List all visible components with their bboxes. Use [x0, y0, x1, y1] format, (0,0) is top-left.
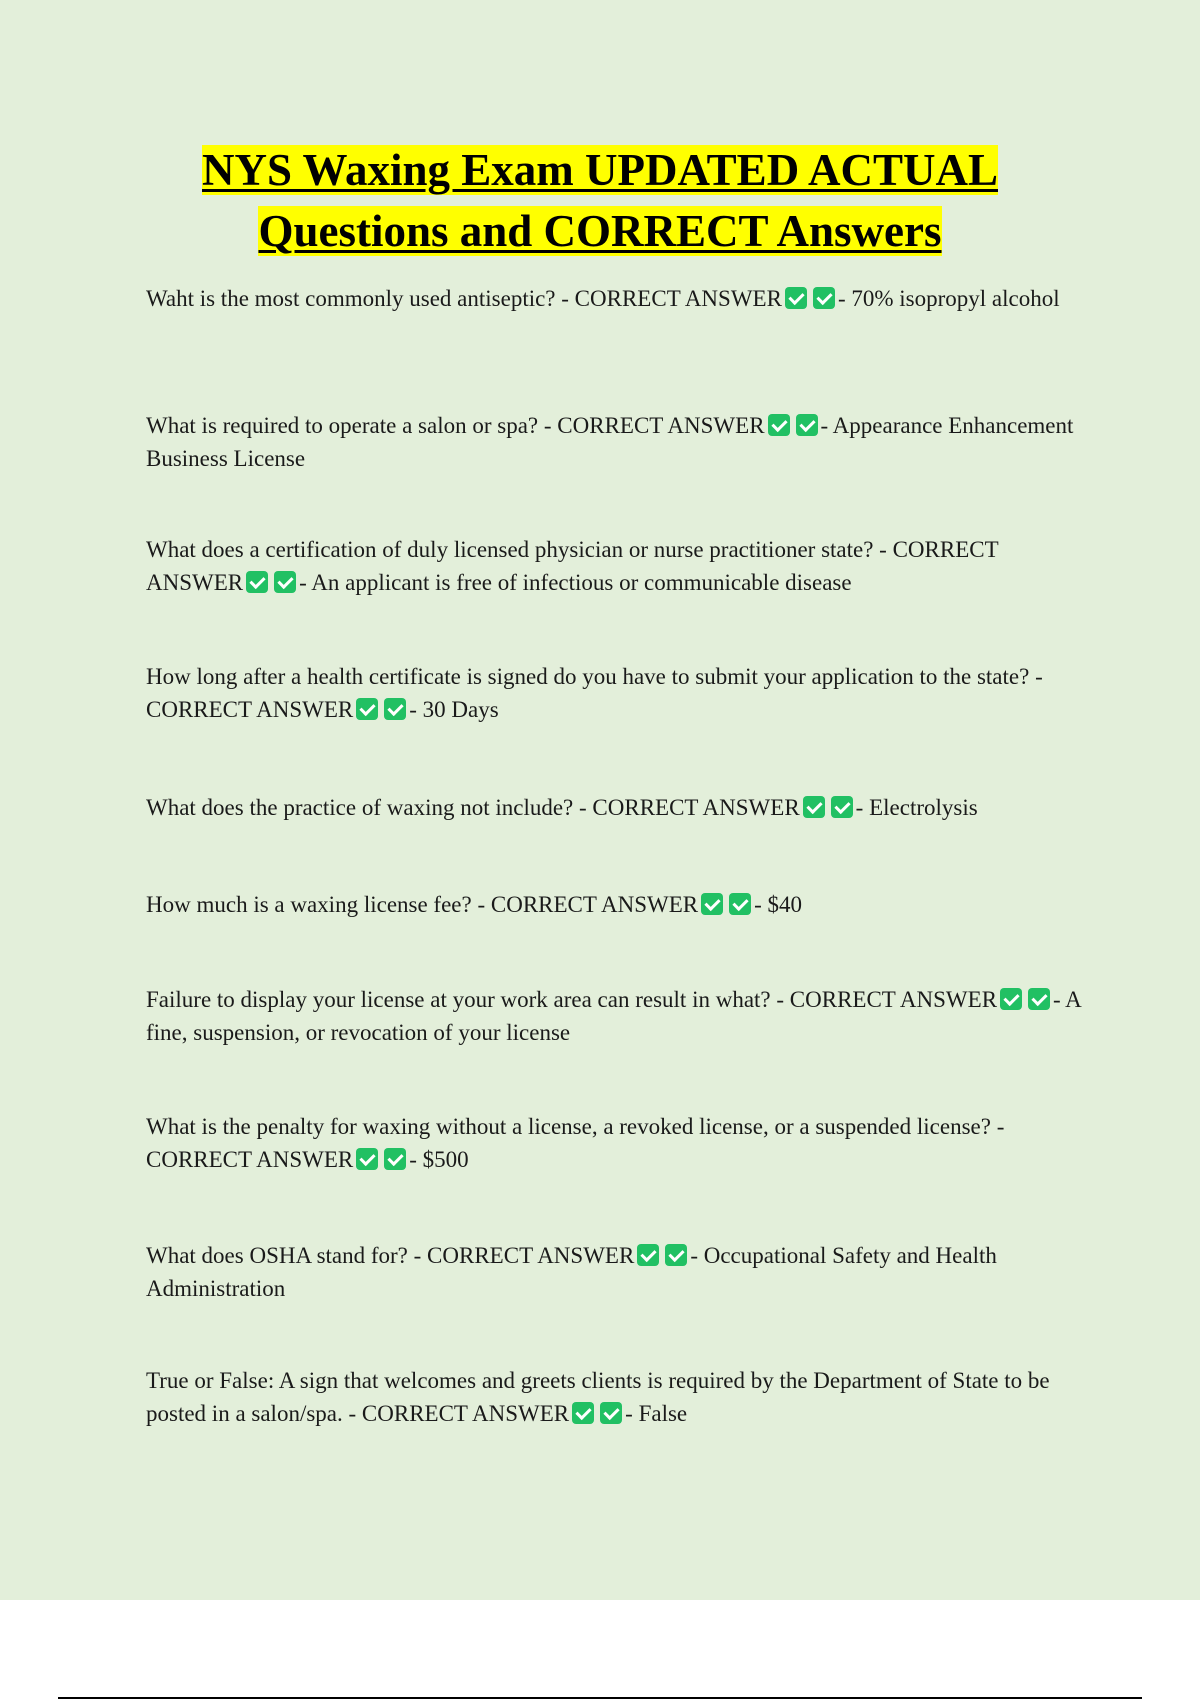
footer-divider	[58, 1697, 1142, 1699]
answer-text: - False	[625, 1401, 688, 1426]
qa-item	[146, 282, 1096, 315]
check-mark-icon	[356, 1148, 378, 1170]
qa-item	[146, 533, 1096, 599]
title-line-1: NYS Waxing Exam UPDATED ACTUAL	[202, 145, 998, 195]
check-mark-icon	[1000, 988, 1022, 1010]
question-text: True or False: A sign that welcomes and greets clients is required by the Department of State to be posted in a salon/spa. - CORRECT ANSWER	[146, 1368, 1050, 1426]
check-mark-icon	[831, 796, 853, 818]
answer-text: - 30 Days	[409, 697, 499, 722]
document-title	[0, 140, 1200, 262]
check-mark-icon	[356, 698, 378, 720]
check-mark-icon	[637, 1244, 659, 1266]
check-mark-icon	[384, 1148, 406, 1170]
question-text: What does the practice of waxing not include? - CORRECT ANSWER	[146, 795, 800, 820]
question-text: What does a certification of duly licensed physician or nurse practitioner state? - CORRECT ANSWER	[146, 537, 999, 595]
check-mark-icon	[813, 287, 835, 309]
check-mark-icon	[384, 698, 406, 720]
question-text: How much is a waxing license fee? - CORRECT ANSWER	[146, 892, 699, 917]
qa-item	[146, 1364, 1096, 1430]
answer-text: - An applicant is free of infectious or communicable disease	[299, 570, 852, 595]
answer-text: - $40	[754, 892, 803, 917]
qa-item	[146, 888, 1096, 921]
answer-text: - A fine, suspension, or revocation of your license	[146, 987, 1081, 1045]
question-text: How long after a health certificate is signed do you have to submit your application to the state? - CORRECT ANSWER	[146, 664, 1043, 722]
check-mark-icon	[246, 571, 268, 593]
check-mark-icon	[796, 414, 818, 436]
check-mark-icon	[572, 1402, 594, 1424]
question-text: Waht is the most commonly used antiseptic? - CORRECT ANSWER	[146, 286, 782, 311]
check-mark-icon	[729, 893, 751, 915]
qa-item	[146, 791, 1096, 824]
qa-item	[146, 1239, 1096, 1305]
question-text: Failure to display your license at your work area can result in what? - CORRECT ANSWER	[146, 987, 998, 1012]
check-mark-icon	[785, 287, 807, 309]
answer-text: - Appearance Enhancement Business License	[146, 413, 1074, 471]
qa-item	[146, 983, 1096, 1049]
qa-item	[146, 409, 1096, 475]
answer-text: - Electrolysis	[855, 795, 978, 820]
check-mark-icon	[600, 1402, 622, 1424]
question-text: What does OSHA stand for? - CORRECT ANSWER	[146, 1243, 635, 1268]
qa-item	[146, 1110, 1096, 1176]
answer-text: - Occupational Safety and Health Administration	[146, 1243, 997, 1301]
check-mark-icon	[665, 1244, 687, 1266]
title-line-2: Questions and CORRECT Answers	[258, 206, 942, 256]
answer-text: - $500	[409, 1147, 469, 1172]
check-mark-icon	[768, 414, 790, 436]
check-mark-icon	[803, 796, 825, 818]
check-mark-icon	[274, 571, 296, 593]
question-text: What is the penalty for waxing without a license, a revoked license, or a suspended license? - CORRECT ANSWER	[146, 1114, 1005, 1172]
check-mark-icon	[1028, 988, 1050, 1010]
answer-text: - 70% isopropyl alcohol	[837, 286, 1060, 311]
qa-item	[146, 660, 1096, 726]
question-text: What is required to operate a salon or spa? - CORRECT ANSWER	[146, 413, 765, 438]
check-mark-icon	[701, 893, 723, 915]
